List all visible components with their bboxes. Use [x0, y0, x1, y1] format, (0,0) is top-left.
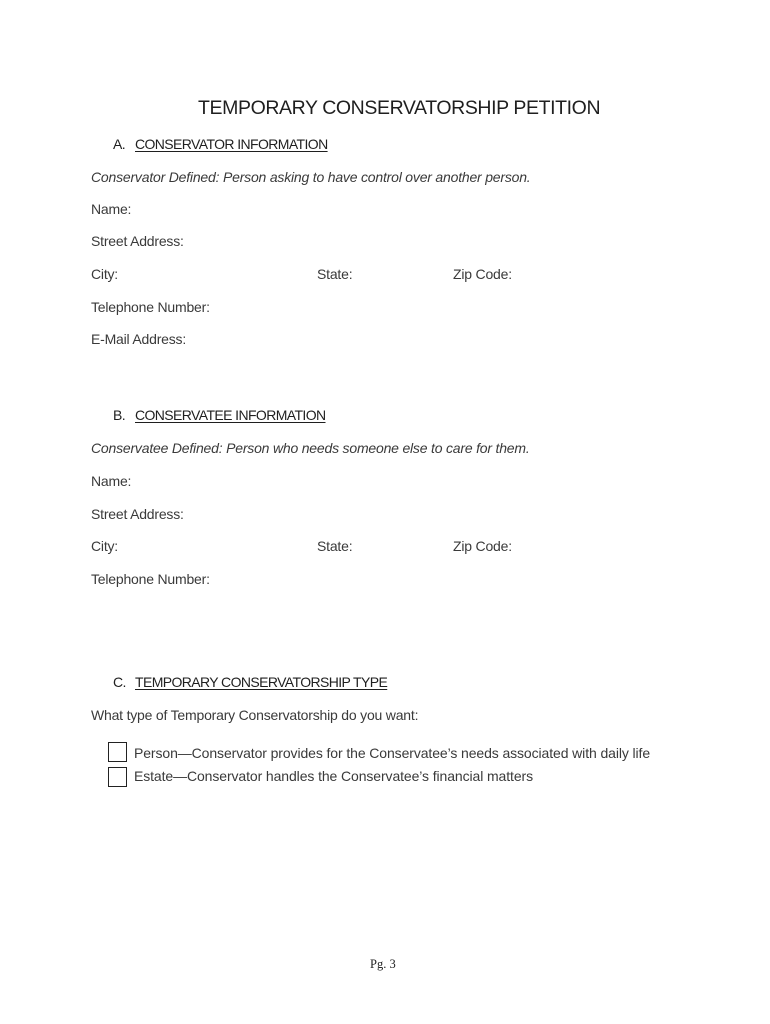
estate-checkbox[interactable]	[108, 767, 127, 787]
estate-option-label: Estate—Conservator handles the Conservatee’s financial matters	[134, 768, 533, 784]
conservatee-city-label: City:	[91, 538, 119, 554]
conservator-zip-label: Zip Code:	[453, 266, 512, 282]
conservatee-street-label: Street Address:	[91, 506, 184, 522]
section-a-title: CONSERVATOR INFORMATION	[135, 136, 328, 152]
conservator-state-label: State:	[317, 266, 353, 282]
conservatee-zip-label: Zip Code:	[453, 538, 512, 554]
conservator-name-label: Name:	[91, 201, 132, 217]
conservatorship-type-question: What type of Temporary Conservatorship do you want:	[91, 707, 419, 723]
conservator-definition: Conservator Defined: Person asking to have control over another person.	[91, 169, 531, 185]
conservatee-state-label: State:	[317, 538, 353, 554]
document-title: TEMPORARY CONSERVATORSHIP PETITION	[198, 97, 601, 119]
section-b-letter: B.	[113, 407, 126, 423]
section-b-heading	[113, 407, 326, 423]
conservator-phone-label: Telephone Number:	[91, 299, 210, 315]
conservatee-definition: Conservatee Defined: Person who needs someone else to care for them.	[91, 440, 530, 456]
person-option-label: Person—Conservator provides for the Conservatee’s needs associated with daily life	[134, 745, 651, 761]
person-checkbox[interactable]	[108, 742, 127, 762]
section-b-title: CONSERVATEE INFORMATION	[135, 407, 326, 423]
conservator-city-label: City:	[91, 266, 119, 282]
conservatee-phone-label: Telephone Number:	[91, 571, 210, 587]
page-number: Pg. 3	[370, 957, 396, 971]
section-a-heading	[113, 136, 328, 152]
conservatee-name-label: Name:	[91, 473, 132, 489]
conservator-email-label: E-Mail Address:	[91, 331, 187, 347]
section-c-letter: C.	[113, 674, 126, 690]
section-a-letter: A.	[113, 136, 126, 152]
conservator-street-label: Street Address:	[91, 233, 184, 249]
section-c-heading	[113, 674, 387, 690]
section-c-title: TEMPORARY CONSERVATORSHIP TYPE	[135, 674, 388, 690]
